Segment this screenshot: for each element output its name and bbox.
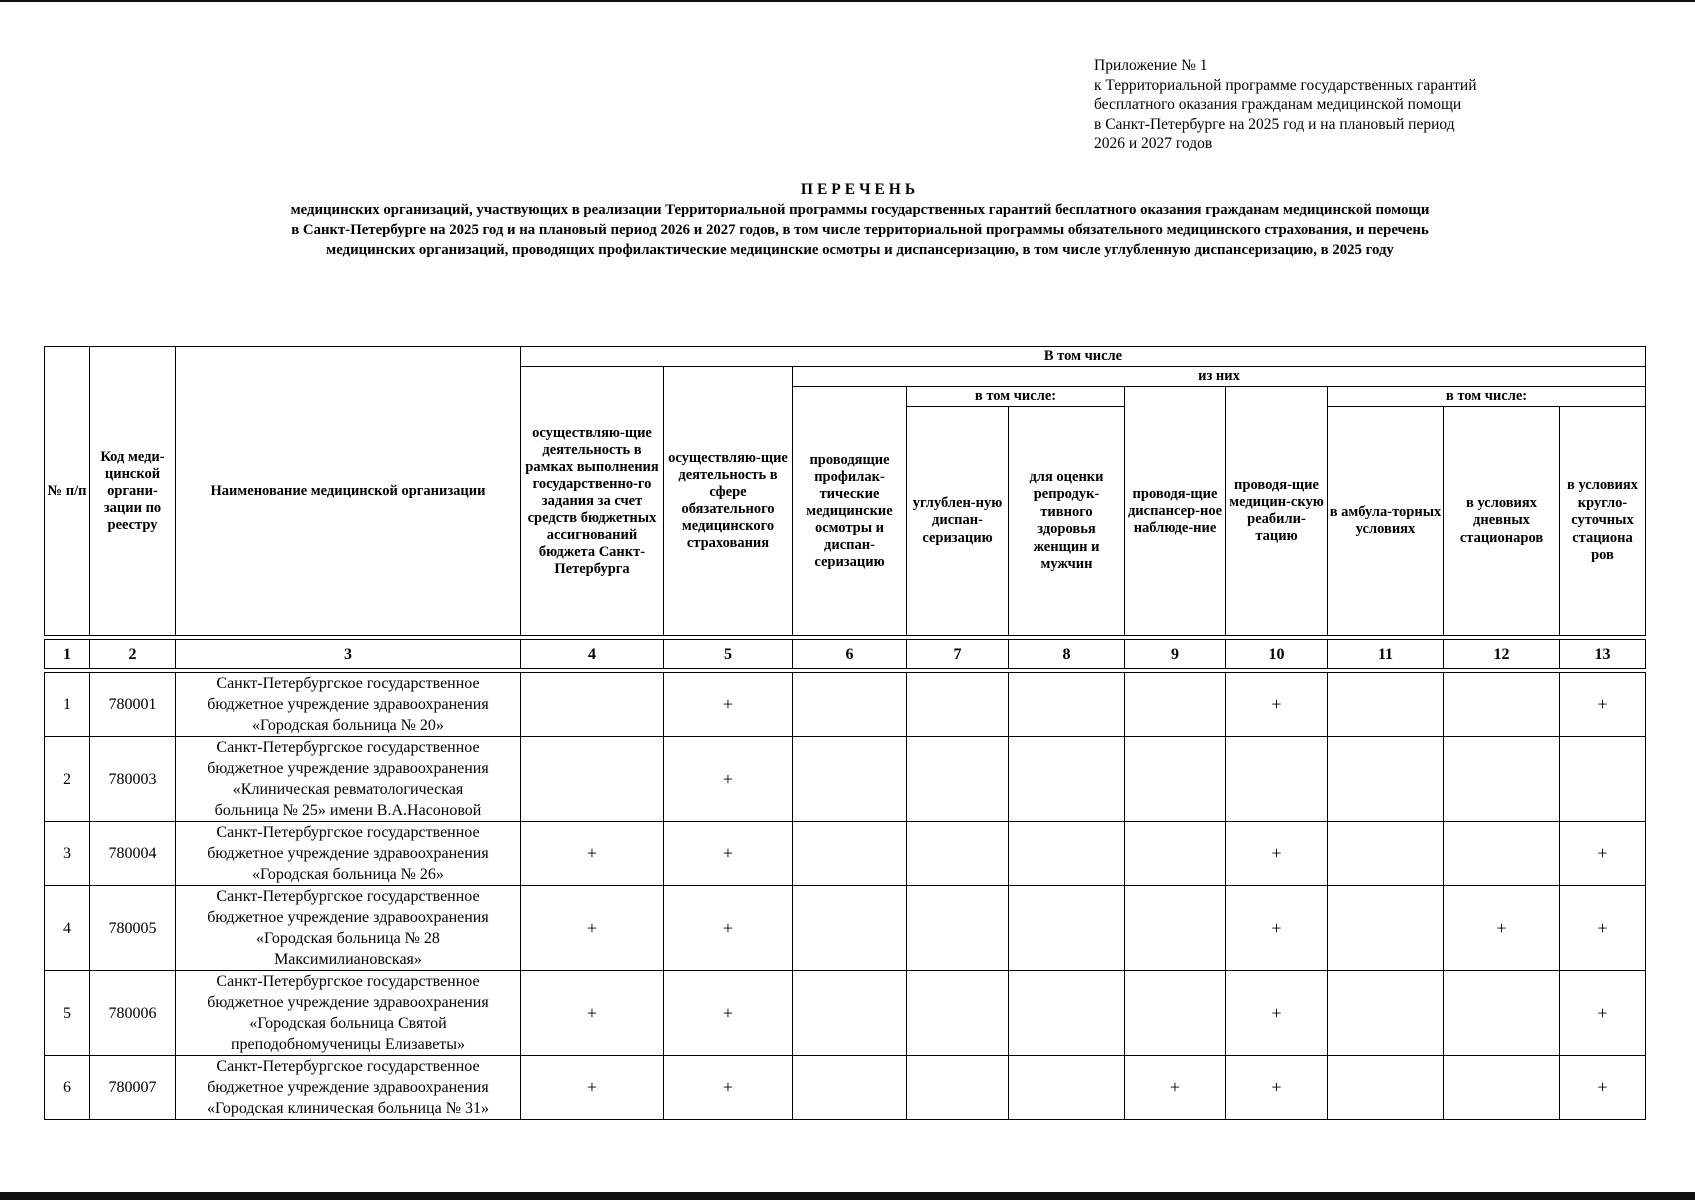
org-name: [176, 1056, 521, 1120]
mark-cell: [1328, 886, 1444, 971]
table-row: [45, 822, 1646, 886]
org-name-line: бюджетное учреждение здравоохранения: [207, 994, 489, 1011]
row-number: 2: [45, 737, 90, 822]
org-name-line: Санкт-Петербургское государственное: [216, 824, 480, 841]
mark-cell: [1125, 886, 1226, 971]
column-number: 8: [1009, 640, 1125, 669]
org-name-line: бюджетное учреждение здравоохранения: [207, 696, 489, 713]
mark-cell: +: [1226, 673, 1328, 737]
org-code: 780005: [90, 886, 176, 971]
org-name: [176, 737, 521, 822]
mark-cell: [793, 822, 907, 886]
org-name-line: «Городская больница № 20»: [252, 717, 444, 734]
mark-cell: [1125, 971, 1226, 1056]
mark-cell: +: [664, 971, 793, 1056]
column-number: 6: [793, 640, 907, 669]
mark-cell: [1125, 737, 1226, 822]
mark-cell: [1009, 737, 1125, 822]
org-name-line: Санкт-Петербургское государственное: [216, 1058, 480, 1075]
mark-cell: +: [1226, 886, 1328, 971]
header-disp: проводя-щие диспансер-ное наблюде-ние: [1125, 387, 1226, 636]
mark-cell: [1328, 673, 1444, 737]
mark-cell: [1009, 673, 1125, 737]
mark-cell: [521, 673, 664, 737]
scan-top-edge: [0, 0, 1695, 2]
mark-cell: +: [521, 822, 664, 886]
appendix-line: Приложение № 1: [1094, 57, 1208, 74]
title-line: в Санкт-Петербурге на 2025 год и на плановый период 2026 и 2027 годов, в том числе территориальной программы обязательного медицинского страхования, и перечень: [291, 222, 1429, 238]
mark-cell: [1009, 822, 1125, 886]
row-number: 1: [45, 673, 90, 737]
mark-cell: [1226, 737, 1328, 822]
mark-cell: +: [1560, 971, 1646, 1056]
mark-cell: [1009, 1056, 1125, 1120]
mark-cell: [793, 886, 907, 971]
org-code: 780006: [90, 971, 176, 1056]
org-name-line: «Городская больница № 28: [256, 930, 440, 947]
column-number: 10: [1226, 640, 1328, 669]
column-numbers-row: [45, 640, 1646, 669]
mark-cell: +: [1560, 822, 1646, 886]
mark-cell: +: [664, 822, 793, 886]
row-number: 6: [45, 1056, 90, 1120]
row-number: 3: [45, 822, 90, 886]
header-round: в условиях кругло-суточных стациона ров: [1560, 407, 1646, 636]
row-number: 5: [45, 971, 90, 1056]
header-of-them: из них: [793, 367, 1646, 387]
title-line: медицинских организаций, проводящих профилактические медицинские осмотры и диспансеризацию, в том числе углубленную диспансеризацию, в 2025 году: [326, 242, 1394, 258]
org-code: 780003: [90, 737, 176, 822]
header-incl-b: в том числе:: [1328, 387, 1646, 407]
mark-cell: [1009, 971, 1125, 1056]
mark-cell: +: [1560, 886, 1646, 971]
org-name: [176, 886, 521, 971]
header-prof: проводящие профилак-тические медицинские осмотры и диспан-серизацию: [793, 387, 907, 636]
mark-cell: +: [664, 886, 793, 971]
mark-cell: [907, 971, 1009, 1056]
title-main: ПЕРЕЧЕНЬ: [800, 181, 920, 198]
appendix-line: бесплатного оказания гражданам медицинской помощи: [1094, 96, 1462, 113]
header-rehab: проводя-щие медицин-скую реабили-тацию: [1226, 387, 1328, 636]
org-name: [176, 822, 521, 886]
column-number: 11: [1328, 640, 1444, 669]
table-body: [45, 636, 1646, 1120]
org-name-line: «Городская больница № 26»: [252, 866, 444, 883]
mark-cell: +: [1125, 1056, 1226, 1120]
mark-cell: [907, 737, 1009, 822]
column-number: 12: [1444, 640, 1560, 669]
header-num: № п/п: [45, 347, 90, 636]
table-row: [45, 737, 1646, 822]
appendix-note: [1094, 56, 1614, 154]
org-name-line: Санкт-Петербургское государственное: [216, 675, 480, 692]
mark-cell: +: [521, 886, 664, 971]
header-incl-a: в том числе:: [907, 387, 1125, 407]
appendix-line: 2026 и 2027 годов: [1094, 135, 1213, 152]
mark-cell: [793, 1056, 907, 1120]
header-including: В том числе: [521, 347, 1646, 367]
mark-cell: [1009, 886, 1125, 971]
row-number: 4: [45, 886, 90, 971]
org-name-line: бюджетное учреждение здравоохранения: [207, 760, 489, 777]
organizations-table: [44, 346, 1646, 1120]
mark-cell: [1125, 673, 1226, 737]
org-name-line: «Городская больница Святой: [249, 1015, 447, 1032]
mark-cell: +: [664, 737, 793, 822]
title-line: медицинских организаций, участвующих в реализации Территориальной программы государственных гарантий бесплатного оказания гражданам медицинской помощи: [290, 202, 1430, 218]
header-repro: для оценки репродук-тивного здоровья женщин и мужчин: [1009, 407, 1125, 636]
mark-cell: [1328, 1056, 1444, 1120]
org-name-line: Санкт-Петербургское государственное: [216, 739, 480, 756]
mark-cell: +: [1560, 1056, 1646, 1120]
org-code: 780007: [90, 1056, 176, 1120]
org-name-line: Санкт-Петербургское государственное: [216, 973, 480, 990]
column-number: 5: [664, 640, 793, 669]
mark-cell: +: [1560, 673, 1646, 737]
org-name-line: «Клиническая ревматологическая: [232, 781, 464, 798]
org-name-line: Максимилиановская»: [274, 951, 422, 968]
mark-cell: +: [1444, 886, 1560, 971]
mark-cell: +: [1226, 822, 1328, 886]
mark-cell: [1444, 673, 1560, 737]
mark-cell: +: [664, 1056, 793, 1120]
document-title: [120, 180, 1600, 260]
mark-cell: +: [664, 673, 793, 737]
mark-cell: [1328, 822, 1444, 886]
mark-cell: [1444, 737, 1560, 822]
column-number: 13: [1560, 640, 1646, 669]
header-name: Наименование медицинской организации: [176, 347, 521, 636]
mark-cell: [793, 737, 907, 822]
org-name-line: бюджетное учреждение здравоохранения: [207, 909, 489, 926]
mark-cell: [1444, 1056, 1560, 1120]
column-number: 7: [907, 640, 1009, 669]
mark-cell: [1328, 737, 1444, 822]
scan-bottom-edge: [0, 1192, 1695, 1200]
org-code: 780004: [90, 822, 176, 886]
column-number: 3: [176, 640, 521, 669]
mark-cell: [907, 673, 1009, 737]
mark-cell: [1444, 971, 1560, 1056]
column-number: 2: [90, 640, 176, 669]
table-row: [45, 673, 1646, 737]
column-number: 9: [1125, 640, 1226, 669]
table-row: [45, 886, 1646, 971]
mark-cell: [793, 971, 907, 1056]
org-name-line: бюджетное учреждение здравоохранения: [207, 845, 489, 862]
header-oms: осуществляю-щие деятельность в сфере обязательного медицинского страхования: [664, 367, 793, 636]
org-code: 780001: [90, 673, 176, 737]
header-code: Код меди-цинской органи-зации по реестру: [90, 347, 176, 636]
org-name-line: «Городская клиническая больница № 31»: [207, 1100, 489, 1117]
table-row: [45, 971, 1646, 1056]
header-budget: осуществляю-щие деятельность в рамках выполнения государственно-го задания за счет средств бюджетных ассигнований бюджета Санкт-Петербурга: [521, 367, 664, 636]
mark-cell: [1328, 971, 1444, 1056]
org-name: [176, 971, 521, 1056]
mark-cell: [907, 1056, 1009, 1120]
org-name-line: больница № 25» имени В.А.Насоновой: [214, 802, 482, 819]
mark-cell: [521, 737, 664, 822]
mark-cell: +: [521, 971, 664, 1056]
column-number: 1: [45, 640, 90, 669]
header-day: в условиях дневных стационаров: [1444, 407, 1560, 636]
mark-cell: [907, 886, 1009, 971]
appendix-line: к Территориальной программе государственных гарантий: [1094, 76, 1477, 94]
table-row: [45, 1056, 1646, 1120]
column-number: 4: [521, 640, 664, 669]
mark-cell: [793, 673, 907, 737]
header-deep: углублен-ную диспан-серизацию: [907, 407, 1009, 636]
mark-cell: [1444, 822, 1560, 886]
org-name-line: бюджетное учреждение здравоохранения: [207, 1079, 489, 1096]
mark-cell: [1125, 822, 1226, 886]
org-name: [176, 673, 521, 737]
mark-cell: [907, 822, 1009, 886]
appendix-line: в Санкт-Петербурге на 2025 год и на плановый период: [1094, 115, 1455, 133]
mark-cell: +: [1226, 971, 1328, 1056]
mark-cell: +: [1226, 1056, 1328, 1120]
header-ambul: в амбула-торных условиях: [1328, 407, 1444, 636]
mark-cell: [1560, 737, 1646, 822]
mark-cell: +: [521, 1056, 664, 1120]
org-name-line: Санкт-Петербургское государственное: [216, 888, 480, 905]
org-name-line: преподобномученицы Елизаветы»: [230, 1036, 466, 1053]
